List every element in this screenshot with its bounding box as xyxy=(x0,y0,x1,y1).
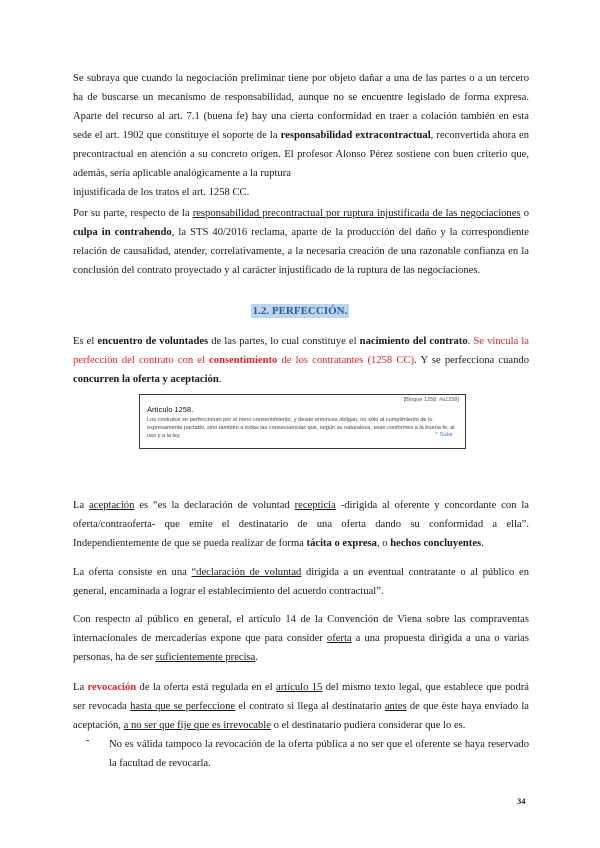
p4-underline-aceptacion: aceptación xyxy=(89,500,135,511)
p3-bold-encuentro: encuentro de voluntades xyxy=(97,336,209,347)
p4-bold-hechos: hechos concluyentes xyxy=(390,538,482,549)
p3-text-e: . xyxy=(467,336,474,347)
p2-text-c: o xyxy=(520,208,529,219)
p2-bold: culpa in contrahendo xyxy=(73,227,172,238)
p3-red-bold: consentimiento xyxy=(209,355,278,366)
list-item-revocacion-publica: No es válida tampoco la revocación de la oferta pública a no ser que el oferente se haya reservado la facultad de revocarla. xyxy=(109,739,529,769)
p1-text-a: Se subraya que cuando la negociación preliminar tiene por objeto dañar a una de las partes o a un tercero ha de buscarse un mecanismo de responsabilidad, aunque no se encuentre legislado de forma expresa. Aparte del recurso al art. 7.1 (buena fe) hay una cierta conformidad en traer a colación también en esta sede el art. 1902 que constituye el soporte de la xyxy=(73,73,529,141)
p1-text-c: , reconvertida ahora en precontractual en atención a su concreto origen. El profesor Alonso Pérez sostiene con buen criterio que, además, sería aplicable analógicamente a la ruptura xyxy=(73,130,529,179)
p6-text-a: Con respecto al público en general, el artículo 14 de la Convención de Viena sobre las compraventas internacionales de mercaderías expone que para consider xyxy=(73,614,529,644)
paragraph-culpa-in-contrahendo xyxy=(73,204,529,280)
p4-text-a: La xyxy=(73,500,90,511)
p6-text-c: a una propuesta dirigida a una o varias personas, ha de ser xyxy=(73,633,529,663)
excerpt-citation: [Bloque 1258: #a1258] xyxy=(403,397,459,403)
paragraph-revocacion xyxy=(73,678,529,735)
p6-text-e: . xyxy=(255,652,259,663)
section-heading xyxy=(0,305,600,317)
list-bullet-dash: - xyxy=(86,735,90,746)
p7-underline-antes: antes xyxy=(384,701,407,712)
p3-red-a: Se vincula la perfección del contrato con el xyxy=(73,336,530,366)
p6-underline-precisa: suficientemente precisa xyxy=(155,652,256,663)
paragraph-aceptacion xyxy=(73,496,529,553)
p3-text-a: Es el xyxy=(73,336,98,347)
paragraph-oferta xyxy=(73,563,529,601)
p2-underline: responsabilidad precontractual por ruptura injustificada de las negociaciones xyxy=(192,208,521,219)
p1-bold-responsabilidad: responsabilidad extracontractual xyxy=(280,130,431,141)
p7-red-revocacion: revocación xyxy=(87,682,137,693)
p2-text-a: Por su parte, respecto de la xyxy=(73,208,193,219)
p7-underline-hasta: hasta que se perfeccione xyxy=(130,701,236,712)
p5-underline: “declaración de voluntad xyxy=(191,567,302,578)
p7-text-k: o el destinatario pudiera considerar que lo es. xyxy=(270,720,466,731)
p7-text-a: La xyxy=(73,682,88,693)
p4-text-i: . xyxy=(481,538,484,549)
subir-link[interactable]: ^ Subir xyxy=(435,432,453,438)
paragraph-negociacion xyxy=(73,69,529,202)
p7-text-e: del mismo texto legal, que establece que podrá ser revocada xyxy=(73,682,530,712)
heading-text: 1.2. PERFECCIÓN. xyxy=(252,305,348,317)
p1-text-d: injustificada de los tratos el art. 1258 CC. xyxy=(73,187,250,198)
article-1258-excerpt xyxy=(139,394,466,449)
p2-text-e: , la STS 40/2016 reclama, aparte de la producción del daño y la correspondiente relación de causalidad, atender, correlativamente, a la necesaria creación de una razonable confianza en la conclusión del contrato proyectado y al carácter injustificado de la ruptura de las negociaciones. xyxy=(73,227,529,276)
p6-underline-oferta: oferta xyxy=(326,633,352,644)
paragraph-convencion-viena xyxy=(73,610,529,667)
p7-underline-articulo: artículo 15 xyxy=(276,682,323,693)
p7-underline-irrevocable: a no ser que fije que es irrevocable xyxy=(123,720,271,731)
p4-text-g: , o xyxy=(376,538,391,549)
excerpt-article-text: Los contratos se perfeccionan por el mero consentimiento, y desde entonces obligan, no sólo al cumplimiento de lo expresamente pactado, sino también a todas las consecuencias que, según su naturaleza, sean conformes a la buena fe, al uso y a la ley. xyxy=(147,417,455,439)
excerpt-article-title: Artículo 1258. xyxy=(147,405,194,414)
p4-underline-recepticia: recepticia xyxy=(294,500,336,511)
paragraph-perfeccion xyxy=(73,332,529,389)
p3-text-i: . Y se perfecciona cuando xyxy=(414,355,529,366)
p7-text-c: de la oferta está regulada en el xyxy=(136,682,277,693)
p3-bold-concurren: concurren la oferta y aceptación xyxy=(73,374,219,385)
p7-text-i: de que éste haya enviado la aceptación, xyxy=(73,701,529,731)
page-number: 34 xyxy=(517,796,526,806)
p3-text-k: . xyxy=(218,374,222,385)
p5-text-a: La oferta consiste en una xyxy=(73,567,192,578)
p7-text-g: el contrato si llega al destinatario xyxy=(235,701,385,712)
p4-bold-tacita: tácita o expresa xyxy=(306,538,377,549)
p5-text-c: dirigida a un eventual contratante o al público en general, encaminada a lograr el establecimiento del acuerdo contractual”. xyxy=(73,567,529,597)
p3-bold-nacimiento: nacimiento del contrato xyxy=(359,336,468,347)
p4-text-c: es “es la declaración de voluntad xyxy=(134,500,295,511)
p3-text-c: de las partes, lo cual constituye el xyxy=(208,336,360,347)
p3-red-b: de los contratantes (1258 CC) xyxy=(277,355,415,366)
p4-text-e: -dirigida al oferente y concordante con la oferta/contraoferta- que emite el destinatario de una oferta dando su conformidad a ella”. Independientemente de que se pueda realizar de forma xyxy=(73,500,529,549)
